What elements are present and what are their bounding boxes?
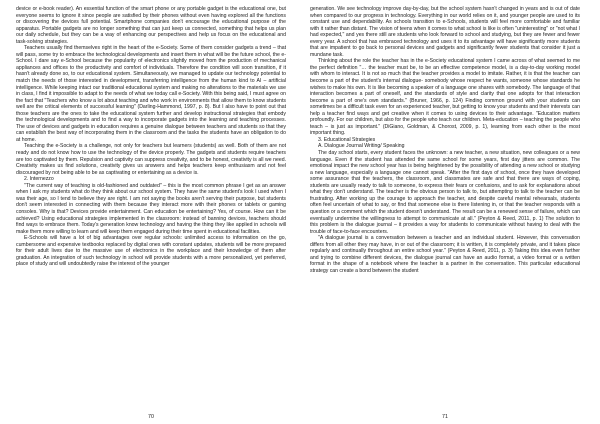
paragraph: "A dialogue journal is a conversation between a teacher and an individual student. However, this conversation differs from all other they may have, in or out of the classroom; it is written, it is completely private, and it takes place regularly and continually throughout an entire school year." (Peyton & Reed, 2011, p. 3) Taking this idea even further and trying to combine different devices, the dialogue journal can have an audio format, a video format or a written format in the shape of a notebook where the teacher is a partner in the conversation. This particular educational strategy can create a bond between the student xyxy=(310,235,580,274)
paragraph: The day school starts, every student faces the unknown: a new teacher, a new situation, new colleagues or a new language. Even if the student has attended the same school for some years, first day jitters are common. The emotional impact the new school year has is being heightened by the possibility of attending a new school or studying a new language, especially a language one cannot speak. "After the first days of school, once they have developed some assurance that the teachers, the classroom, and classmates are safe and that there are ways of coping, students are usually ready to talk to someone, to express their fears or confusions, and to ask for explanations about what they don't understand. The teacher is the obvious person to talk to, but attempting to talk to the teacher can be frustrating. After working up the courage to approach the teacher, and despite careful mental rehearsals, students often feel uncertain of what to say, or find that someone else is there listening in, or that the teacher responds with a question or a comment which the student doesn't understand. The result can be a renewed sense of failure, which can eventually undermine the willingness to attempt to communicate at all." (Peyton & Reed, 2011, p. 1) The solution to this problem is the dialogue journal – it provides a way for students to communicate without having to deal with the trouble of face-to-face encounters. xyxy=(310,150,580,235)
right-page xyxy=(310,6,580,414)
paragraph: "The current way of teaching is old-fashioned and outdated" – this is the most common phrase I get as an answer when I ask my students what do they think about our school system. They have the same student's look I used when I was their age, so I tend to believe they are right. I am not saying the books aren't serving their purpose, but students don't seem interested in connecting with them because they interact more with their phones or tablets or gaming consoles. Why is that? Devices provide entertainment. Can education be entertaining? Yes, of course. How can it be achieved? Using educational strategies implemented in the classroom: instead of banning devices, teachers should find ways to embrace them. Today's generation know technology and having the thing they like applied in schools will make them more willing to learn and will keep them engaged during their time spent in educational facilities. xyxy=(16,182,286,235)
paragraph: E-Schools will have a lot of big advantages over regular schools: unlimited access to information on the go, cumbersome and expensive textbooks replaced by digital ones with constant updates, students will be more prepared for their adult lives due to the massive use of electronics in the workplace and their knowledge of them after graduation. An integration of such technology in school will provide students with a more personalized, yet preferred, place of study and will undoubtedly raise the interest of the younger xyxy=(16,235,286,268)
paragraph: device or e-book reader). An essential function of the smart phone or any portable gadget is the educational one, but everyone seems to ignore it since people are satisfied by their phones without even having explored all the functions or discovering the devices full potential. Smartphone companies don't encourage the educational purpose of the apparatus. Portable gadgets are no longer something that can just keep us connected, something that helps us plan our daily schedule, but they can be a way of enhancing our perspectives and help us focus on the educational and task-solving strategies. xyxy=(16,6,286,45)
section-heading: 2. Internezzo xyxy=(24,176,54,183)
page-number-right: 71 xyxy=(442,414,448,420)
paragraph: Thinking about the role the teacher has in the e-Society educational system I came across of what seemed to me the perfect definition "… the teacher must be, to be an effective competence model, is a day-to-day working model with whom to interact. It is not so much that the teacher provides a model to imitate. Rather, it is that the teacher can become a part of the student's internal dialogue- somebody whose respect he wants, someone whose standards he wishes to make his own. It is like becoming a speaker of a language one shares with somebody. The language of that interaction becomes a part of oneself, and the standards of style and clarity that one adopts for that interaction become a part of one's own standards." (Bruner, 1966, p. 124) Finding common ground with your students can sometimes be a difficult task even for an experienced teacher, but getting to know your students and their interests can help a teacher find ways and get creative when it comes to using devices to their advantage. "Education matters profoundly. For our children, but also for the people who teach our children. Meta-education – teaching the people who teach – is just as important." (DiGiano, Goldman, & Chorost, 2009, p. 1), learning from each other is the most important thing. xyxy=(310,58,580,137)
paragraph: Teachers usually find themselves right in the heart of the e-Society. Some of them consider gadgets a trend – that will pass, some try to embrace the technological developments and insert them in what will be the future school, the e-School. I dare say e-School because the popularity of electronics slightly moved from the production of mechanical appliances and offices to the productivity and comfort of individuals. Therefore the condition will soon transition, if it hasn't already done so, to our educational system. Simultaneously, we managed to update our technology potential to match the needs of those interested in development, transferring intelligence from the human kind to AI – artificial intelligence. While keeping intact our traditional educational system and making no alterations to the materials we use in class, I find it impossible to adapt to the needs of what we today call e-Society. With this being said, I must agree on the fact that "Teachers who know a lot about teaching and who work in environments that allow them to know students well are the critical elements of successful learning" (Darling-Hammond, 1997, p. 8). But I also have to point out that those teachers are the ones to take the educational system further and develop instructional strategies that embody the technological developments and to find a way to incorporate gadgets into the learning and teaching processes. The use of devices and gadgets in education requires a genuine dialogue between teachers and students so that they can establish the best way of incorporating them in the classroom and the tasks the students have an obligation to do at home. xyxy=(16,45,286,143)
section-heading: 3. Educational Strategies xyxy=(318,136,376,143)
left-page xyxy=(16,6,286,414)
subsection-heading: A. Dialogue Journal Writing/ Speaking xyxy=(318,143,405,150)
paragraph: generation. We see technology improve day-by-day, but the school system hasn't changed in years and is out of date when compared to our progress in technology. Everything in our world relies on it, and younger people are used to its constant use and dependability. As schools transition to e-Schools, students will feel more comfortable and familiar with it rather than distant. The vision of teens when it comes to what school is like is often "uninteresting" or "not what I had expected," and yes there still are students who look forward to school and studying, but they are fewer and fewer every year. A school that has embraced technology and uses it to its advantage will have significantly more students that are impatient to go back to personal devices and gadgets and significantly fewer students that consider it just a mundane task. xyxy=(310,6,580,58)
page-number-left: 70 xyxy=(148,414,154,420)
paragraph: Teaching the e-Society is a challenge, not only for teachers but learners (students) as well. Both of them are not ready and do not know how to use the technology of the device properly. The gadgets and students require teachers are too captivated by them. Repulsion and captivity can suppress creativity, and to be honest, creativity is all we need. Creativity makes us find solutions, creativity gives us answers and helps teachers keep enthusiasm and not feel discouraged by not being able to be as captivating or entertaining as a device is. xyxy=(16,143,286,176)
